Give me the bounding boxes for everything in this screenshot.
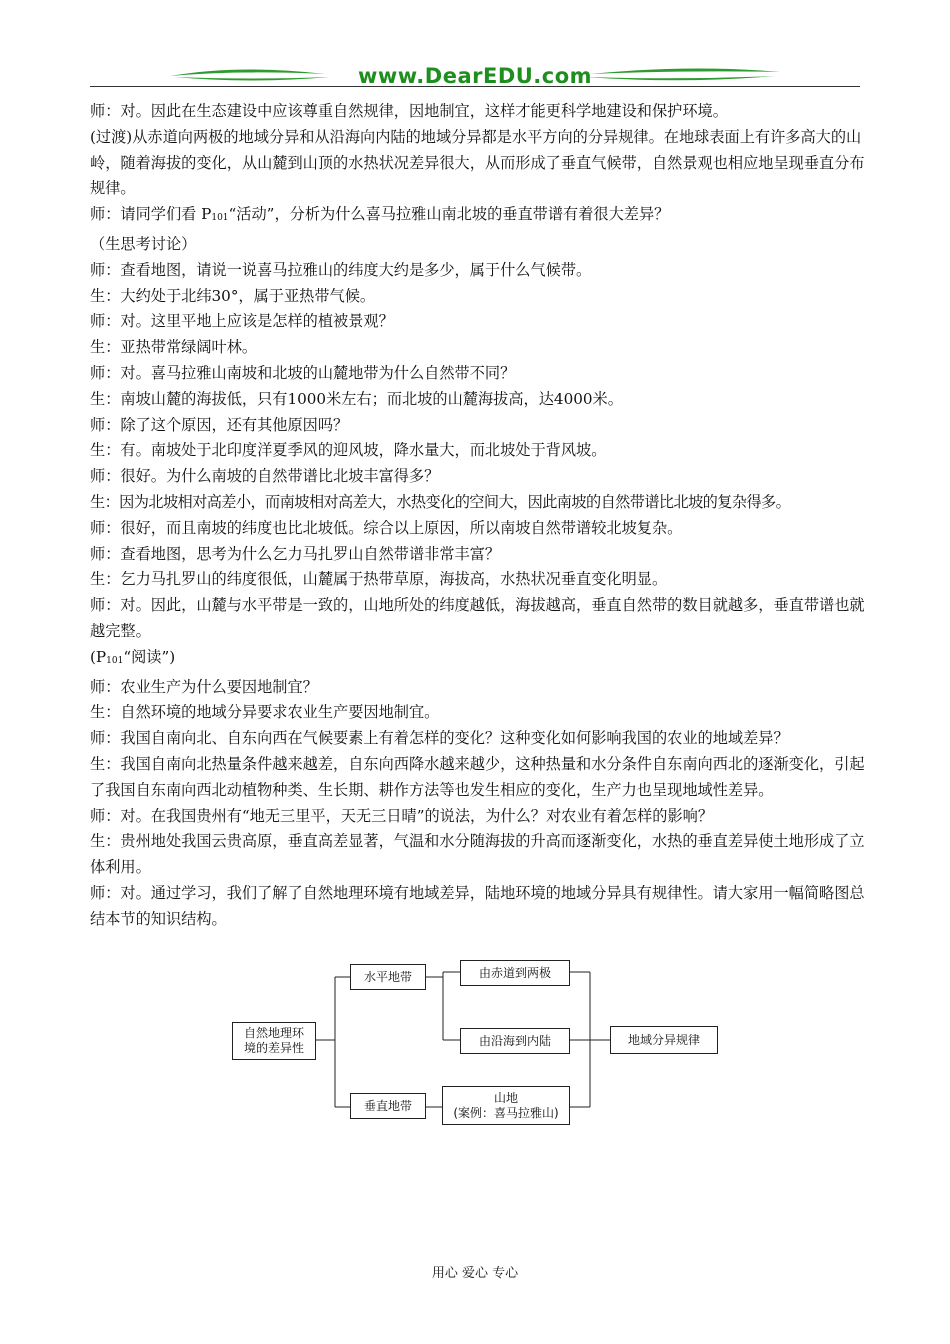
paragraph: 师：对。因此在生态建设中应该尊重自然规律，因地制宜，这样才能更科学地建设和保护环境。 — [90, 102, 728, 120]
root-box — [232, 1022, 316, 1060]
paragraph: 师：很好。为什么南坡的自然带谱比北坡丰富得多？ — [90, 467, 440, 486]
vertical-zone-box: 垂直地带 — [350, 1093, 426, 1119]
paragraph: 师：查看地图，请说一说喜马拉雅山的纬度大约是多少，属于什么气候带。 — [90, 260, 592, 279]
paragraph: 师：农业生产为什么要因地制宜？ — [90, 677, 318, 696]
lesson-text — [90, 99, 865, 933]
horizontal-zone-box: 水平地带 — [350, 964, 426, 990]
paragraph: (过渡)从赤道向两极的地域分异和从沿海向内陆的地域分异都是水平方向的分异规律。在地球表面上有许多高大的山岭，随着海拔的变化，从山麓到山顶的水热状况差异很大，从而形成了垂直气候带，自然景观也相应地呈现垂直分布规律。 — [90, 127, 865, 198]
header-rule — [90, 86, 860, 87]
reading-paragraph: ($P_{101}“$阅读”) — [90, 647, 176, 666]
equator-to-poles-box: 由赤道到两极 — [460, 960, 570, 986]
paragraph: 师：对。在我国贵州有“地无三里平，天无三日晴”的说法，为什么？对农业有着怎样的影响？ — [90, 806, 714, 825]
paragraph: 生：乞力马扎罗山的纬度很低，山麓属于热带草原，海拔高，水热状况垂直变化明显。 — [90, 570, 668, 589]
paragraph: 生：我国自南向北热量条件越来越差，自东向西降水越来越少，这种热量和水分条件自东南向西北的逐渐变化，引起了我国自东南向西北动植物种类、生长期、耕作方法等也发生相应的变化，生产力也呈现地域性差异。 — [90, 754, 865, 799]
paragraph: 师：对。通过学习，我们了解了自然地理环境有地域差异，陆地环境的地域分异具有规律性。请大家用一幅简略图总结本节的知识结构。 — [90, 883, 865, 928]
zonal-law-box: 地域分异规律 — [610, 1026, 718, 1054]
site-url: www.DearEDU.com — [357, 64, 593, 88]
paragraph: 师：对。因此，山麓与水平带是一致的，山地所处的纬度越低，海拔越高，垂直自然带的数目就越多，垂直带谱也就越完整。 — [90, 596, 865, 640]
paragraph: 生：自然环境的地域分异要求农业生产要因地制宜。 — [90, 703, 440, 722]
page-footer: 用心 爱心 专心 — [431, 1266, 519, 1281]
paragraph: 生：贵州地处我国云贵高原，垂直高差显著，气温和水分随海拔的升高而逐渐变化，水热的垂直差异使土地形成了立体利用。 — [90, 832, 865, 877]
paragraph: 师：查看地图，思考为什么乞力马扎罗山自然带谱非常丰富？ — [90, 544, 501, 563]
paragraph: 生：有。南坡处于北印度洋夏季风的迎风坡，降水量大，而北坡处于背风坡。 — [90, 441, 607, 460]
paragraph: 师：对。喜马拉雅山南坡和北坡的山麓地带为什么自然带不同？ — [90, 363, 516, 382]
paragraph: 师：很好，而且南坡的纬度也比北坡低。综合以上原因，所以南坡自然带谱较北坡复杂。 — [90, 518, 683, 537]
mountain-example-label: (案例：喜马拉雅山) — [453, 1105, 559, 1120]
root-label-line-1: 自然地理环 — [243, 1026, 304, 1040]
root-label-line-2: 境的差异性 — [243, 1041, 304, 1055]
paragraph: 生：大约处于北纬30°，属于亚热带气候。 — [90, 286, 376, 305]
paragraph: 师：我国自南向北、自东向西在气候要素上有着怎样的变化？这种变化如何影响我国的农业的地域差异？ — [90, 729, 789, 748]
mountain-box — [442, 1086, 570, 1125]
activity-paragraph: 师：请同学们看 $P_{101}“$活动”，分析为什么喜马拉雅山南北坡的垂直带谱有着很大差异？ — [90, 205, 670, 224]
paragraph: 师：对。这里平地上应该是怎样的植被景观？ — [90, 312, 394, 331]
mountain-label: 山地 — [493, 1090, 518, 1105]
paragraph: 生：亚热带常绿阔叶林。 — [90, 338, 258, 357]
paragraph: 生：因为北坡相对高差小，而南坡相对高差大，水热变化的空间大，因此南坡的自然带谱比北坡的复杂得多。 — [90, 492, 791, 511]
paragraph: 生：南坡山麓的海拔低，只有1000米左右；而北坡的山麓海拔高，达4000米。 — [90, 389, 623, 408]
coast-to-inland-box: 由沿海到内陆 — [460, 1028, 570, 1054]
paragraph: （生思考讨论） — [90, 234, 197, 253]
knowledge-structure-diagram — [220, 945, 740, 1135]
paragraph: 师：除了这个原因，还有其他原因吗？ — [90, 415, 349, 434]
